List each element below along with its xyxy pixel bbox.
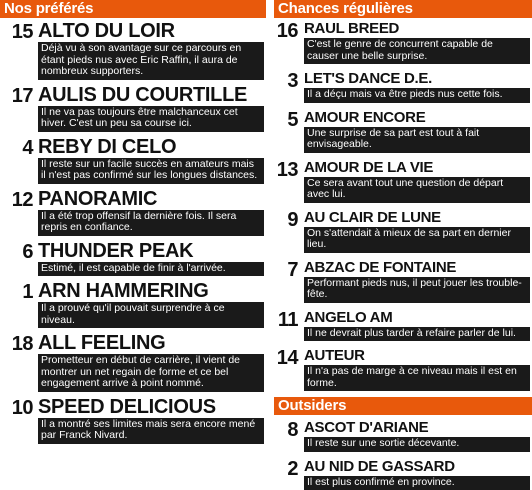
horse-comment: Il ne va pas toujours être malchanceux cet hiver. C'est un peu sa course ici. [38,106,264,132]
horse-entry [0,240,266,277]
horse-entry [274,109,532,153]
horse-entry [274,419,532,452]
horse-name: AMOUR DE LA VIE [304,159,532,177]
horse-name: SPEED DELICIOUS [38,396,266,418]
horse-comment: Il a été trop offensif la dernière fois. Il sera repris en confiance. [38,210,264,236]
horse-number: 4 [0,137,33,159]
horse-name: ARN HAMMERING [38,280,266,302]
horse-number: 9 [274,210,298,230]
horse-number: 7 [274,260,298,280]
horse-number: 15 [0,21,33,43]
horse-number: 16 [274,21,298,41]
horse-number: 11 [274,310,298,330]
favorites-column [0,0,266,444]
horse-name: AU CLAIR DE LUNE [304,209,532,227]
horse-entry [274,259,532,303]
horse-number: 17 [0,85,33,107]
horse-name: REBY DI CELO [38,136,266,158]
horse-comment: C'est le genre de concurrent capable de causer une belle surprise. [304,38,530,64]
horse-comment: Il a prouvé qu'il pouvait surprendre à ce niveau. [38,302,264,328]
horse-entry [0,396,266,444]
horse-name: ALL FEELING [38,332,266,354]
horse-entry [0,136,266,184]
horse-entry [274,209,532,253]
horse-name: AMOUR ENCORE [304,109,532,127]
horse-comment: Il reste sur une sortie décevante. [304,437,530,452]
horse-entry [274,159,532,203]
horse-name: THUNDER PEAK [38,240,266,262]
horse-comment: Il n'a pas de marge à ce niveau mais il est en forme. [304,365,530,391]
horse-comment: Ce sera avant tout une question de départ avec lui. [304,177,530,203]
horse-name: PANORAMIC [38,188,266,210]
horse-number: 5 [274,110,298,130]
horse-comment: Déjà vu à son avantage sur ce parcours en étant pieds nus avec Eric Raffin, il aura de nombreux supporters. [38,42,264,80]
horse-name: ANGELO AM [304,309,532,327]
horse-name: AUTEUR [304,347,532,365]
horse-comment: Une surprise de sa part est tout à fait envisageable. [304,127,530,153]
horse-entry [0,332,266,392]
horse-number: 12 [0,189,33,211]
horse-comment: Il reste sur un facile succès en amateurs mais il n'est pas confirmé sur les longues distances. [38,158,264,184]
horse-comment: Il a montré ses limites mais sera encore mené par Franck Nivard. [38,418,264,444]
regular-chances-header: Chances régulières [274,0,532,18]
horse-entry [0,280,266,328]
horse-entry [274,70,532,103]
horse-number: 14 [274,348,298,368]
horse-entry [0,84,266,132]
horse-number: 6 [0,241,33,263]
horse-comment: Il a déçu mais va être pieds nus cette fois. [304,88,530,103]
horse-comment: Il est plus confirmé en province. [304,476,530,490]
horse-name: AULIS DU COURTILLE [38,84,266,106]
horse-entry [0,20,266,80]
horse-name: ABZAC DE FONTAINE [304,259,532,277]
horse-number: 2 [274,459,298,479]
horse-number: 1 [0,281,33,303]
horse-number: 8 [274,420,298,440]
horse-comment: Il ne devrait plus tarder à refaire parler de lui. [304,327,530,342]
horse-number: 10 [0,397,33,419]
horse-number: 3 [274,71,298,91]
horse-entry [0,188,266,236]
outsiders-header: Outsiders [274,397,532,415]
horse-name: ASCOT D'ARIANE [304,419,532,437]
horse-number: 13 [274,160,298,180]
horse-comment: Performant pieds nus, il peut jouer les trouble-fête. [304,277,530,303]
regular-chances-column [274,0,532,490]
horse-comment: Prometteur en début de carrière, il vient de montrer un net regain de forme et ce bel engagement arrive à point nommé. [38,354,264,392]
favorites-header: Nos préférés [0,0,266,18]
horse-comment: Estimé, il est capable de finir à l'arrivée. [38,262,264,277]
horse-name: AU NID DE GASSARD [304,458,532,476]
horse-name: LET'S DANCE D.E. [304,70,532,88]
horse-entry [274,458,532,490]
horse-name: RAUL BREED [304,20,532,38]
horse-entry [274,309,532,342]
horse-entry [274,347,532,391]
horse-number: 18 [0,333,33,355]
horse-name: ALTO DU LOIR [38,20,266,42]
horse-comment: On s'attendait à mieux de sa part en dernier lieu. [304,227,530,253]
horse-entry [274,20,532,64]
